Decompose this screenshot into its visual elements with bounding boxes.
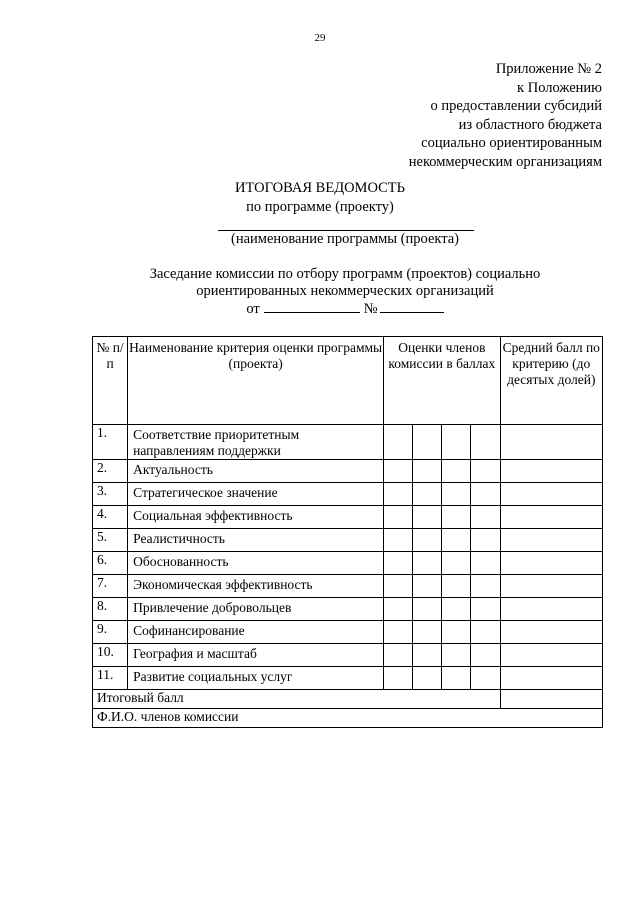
score-cell [471, 460, 500, 483]
score-cell [413, 575, 442, 598]
score-cell [471, 552, 500, 575]
row-criterion: Обоснованность [128, 552, 384, 575]
row-num: 4. [93, 506, 128, 529]
row-criterion: Стратегическое значение [128, 483, 384, 506]
average-cell [500, 621, 602, 644]
average-cell [500, 425, 602, 460]
score-cell [442, 506, 471, 529]
row-num: 10. [93, 644, 128, 667]
session-line-1: Заседание комиссии по отбору программ (проектов) социально [149, 266, 541, 282]
score-cell [442, 529, 471, 552]
score-cell [384, 460, 413, 483]
row-num: 6. [93, 552, 128, 575]
score-cell [471, 425, 500, 460]
table-row [93, 598, 603, 621]
table-row [93, 667, 603, 690]
appendix-line: о предоставлении субсидий [430, 98, 602, 114]
members-row [93, 709, 603, 728]
appendix-header [409, 60, 602, 171]
score-cell [471, 483, 500, 506]
row-criterion: Соответствие приоритетным направлениям поддержки [128, 425, 384, 460]
appendix-line: к Положению [517, 79, 602, 96]
row-num: 7. [93, 575, 128, 598]
average-cell [500, 552, 602, 575]
appendix-line: из областного бюджета [458, 116, 602, 133]
average-cell [500, 460, 602, 483]
commission-members-label: Ф.И.О. членов комиссии [93, 709, 603, 728]
session-date-line [50, 300, 640, 318]
table-row [93, 425, 603, 460]
score-cell [471, 506, 500, 529]
score-cell [442, 621, 471, 644]
total-row [93, 690, 603, 709]
table-row [93, 644, 603, 667]
score-cell [384, 621, 413, 644]
score-cell [471, 598, 500, 621]
score-cell [384, 598, 413, 621]
average-cell [500, 529, 602, 552]
score-cell [413, 506, 442, 529]
session-block [0, 266, 640, 318]
score-cell [384, 506, 413, 529]
average-cell [500, 506, 602, 529]
score-cell [442, 425, 471, 460]
header-num: № п/п [93, 337, 128, 425]
table-header-row [93, 337, 603, 425]
row-criterion: Привлечение добровольцев [128, 598, 384, 621]
score-cell [442, 483, 471, 506]
row-criterion: Экономическая эффективность [128, 575, 384, 598]
header-scores: Оценки членов комиссии в баллах [384, 337, 500, 425]
score-cell [413, 667, 442, 690]
table-row [93, 552, 603, 575]
row-criterion: Софинансирование [128, 621, 384, 644]
average-cell [500, 644, 602, 667]
row-num: 2. [93, 460, 128, 483]
row-num: 11. [93, 667, 128, 690]
score-cell [384, 552, 413, 575]
scores-table [92, 336, 603, 728]
document-title: ИТОГОВАЯ ВЕДОМОСТЬ [235, 180, 405, 196]
table-row [93, 460, 603, 483]
score-cell [413, 598, 442, 621]
score-cell [413, 621, 442, 644]
score-cell [471, 644, 500, 667]
score-cell [413, 644, 442, 667]
score-cell [442, 575, 471, 598]
score-cell [442, 460, 471, 483]
row-num: 5. [93, 529, 128, 552]
header-criterion: Наименование критерия оценки программы (проекта) [128, 337, 384, 425]
score-cell [384, 667, 413, 690]
table-row [93, 575, 603, 598]
score-cell [413, 529, 442, 552]
session-line-2: ориентированных некоммерческих организаций [196, 283, 494, 299]
score-cell [442, 552, 471, 575]
row-criterion: Развитие социальных услуг [128, 667, 384, 690]
score-cell [442, 644, 471, 667]
score-cell [413, 552, 442, 575]
average-cell [500, 575, 602, 598]
score-cell [442, 667, 471, 690]
row-criterion: География и масштаб [128, 644, 384, 667]
header-average: Средний балл по критерию (до десятых долей) [500, 337, 602, 425]
score-cell [442, 598, 471, 621]
score-cell [471, 575, 500, 598]
score-cell [413, 460, 442, 483]
table-row [93, 621, 603, 644]
score-cell [384, 644, 413, 667]
appendix-line: социально ориентированным [421, 135, 602, 151]
row-num: 9. [93, 621, 128, 644]
score-cell [384, 425, 413, 460]
row-num: 3. [93, 483, 128, 506]
average-cell [500, 667, 602, 690]
table-row [93, 506, 603, 529]
average-cell [500, 483, 602, 506]
from-label: от [246, 301, 260, 317]
program-name-caption: (наименование программы (проекта) [230, 231, 460, 247]
row-num: 8. [93, 598, 128, 621]
score-cell [384, 529, 413, 552]
row-num: 1. [93, 425, 128, 460]
date-blank [264, 300, 360, 313]
score-cell [471, 529, 500, 552]
score-cell [413, 425, 442, 460]
page-number: 29 [314, 32, 326, 44]
score-cell [384, 483, 413, 506]
document-subtitle: по программе (проекту) [246, 199, 394, 215]
appendix-line: некоммерческим организациям [408, 153, 602, 170]
appendix-line: Приложение № 2 [495, 61, 602, 77]
total-score-label: Итоговый балл [93, 690, 501, 709]
table-row [93, 483, 603, 506]
row-criterion: Социальная эффективность [128, 506, 384, 529]
table-row [93, 529, 603, 552]
score-cell [384, 575, 413, 598]
average-cell [500, 598, 602, 621]
total-score-cell [500, 690, 602, 709]
score-cell [471, 621, 500, 644]
score-cell [413, 483, 442, 506]
number-blank [380, 300, 444, 313]
document-title-block [0, 179, 640, 217]
number-label: № [363, 301, 378, 317]
row-criterion: Реалистичность [128, 529, 384, 552]
row-criterion: Актуальность [128, 460, 384, 483]
score-cell [471, 667, 500, 690]
